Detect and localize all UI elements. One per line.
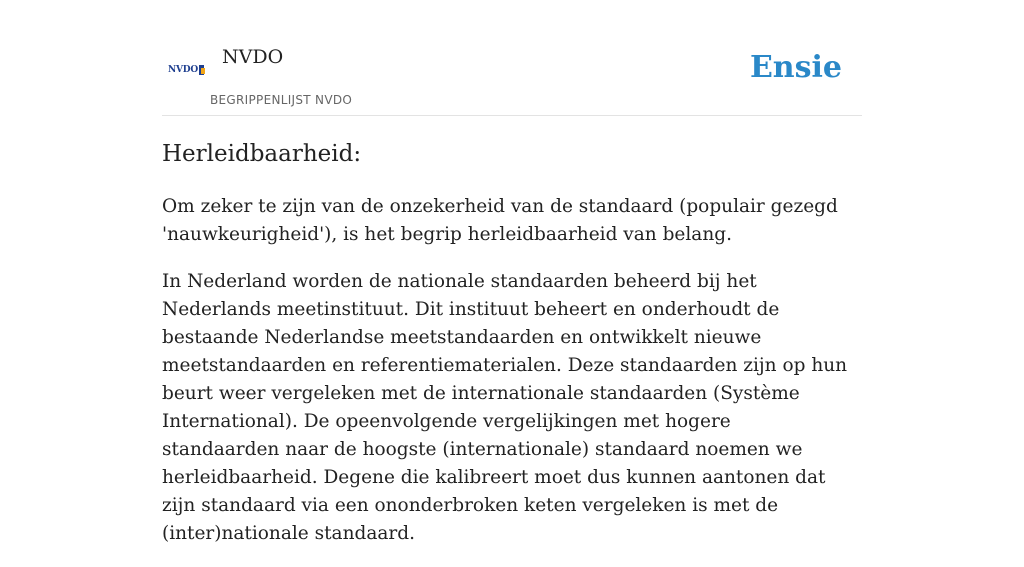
definition-paragraph-1: Om zeker te zijn van de onzekerheid van de standaard (populair gezegd 'nauwkeurigheid'), is het begrip herleidbaarheid van belang.: [162, 196, 838, 245]
nvdo-logo[interactable]: [168, 62, 204, 78]
logo-mark-icon: [199, 65, 204, 75]
term-title: Herleidbaarheid:: [162, 141, 362, 167]
glossary-name: BEGRIPPENLIJST NVDO: [210, 93, 353, 107]
article: [162, 138, 852, 567]
header: [162, 0, 862, 116]
org-name-link[interactable]: NVDO: [222, 46, 284, 68]
definition-paragraph-2: In Nederland worden de nationale standaarden beheerd bij het Nederlands meetinstituut. Dit instituut beheert en onderhoudt de bestaande Nederlandse meetstandaarden en ontwikkelt nieuwe meetstandaarden en referentiematerialen. Deze standaarden zijn op hun beurt weer vergeleken met de internationale standaarden (Système International). De opeenvolgende vergelijkingen met hogere standaarden naar de hoogste (internationale) standaard noemen we herleidbaarheid. Degene die kalibreert moet dus kunnen aantonen dat zijn standaard via een ononderbroken keten vergeleken is met de (inter)nationale standaard.: [162, 271, 848, 544]
logo-text: NVDO: [168, 65, 199, 75]
ensie-logo-link[interactable]: Ensie: [749, 50, 842, 85]
